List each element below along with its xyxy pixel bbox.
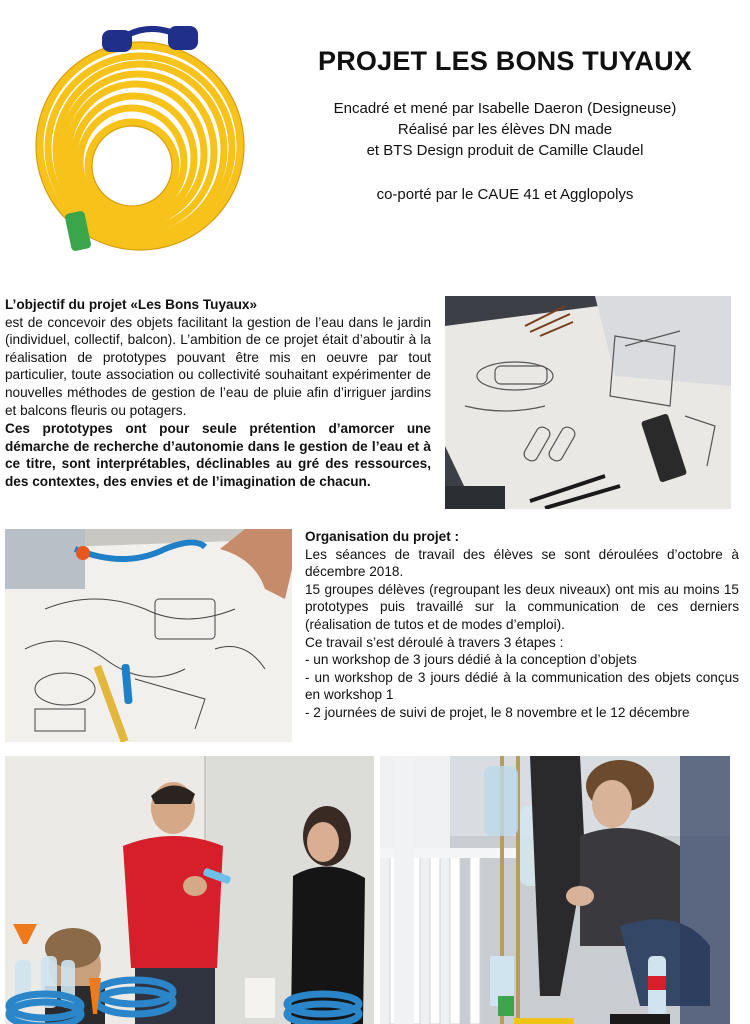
objective-bold: Ces prototypes ont pour seule prétention d’amorcer une démarche de recherche d’autonomie dans le gestion de l’eau et à ce titre, sont interprétables, déclinables au gré des ressources, des contextes, des envies et de l’imagination de chacun.	[5, 421, 431, 489]
credits-line: Encadré et mené par Isabelle Daeron (Designeuse)	[333, 100, 677, 117]
credits	[300, 98, 710, 161]
organisation-line: - 2 journées de suivi de projet, le 8 novembre et le 12 décembre	[305, 704, 690, 720]
organisation-line: 15 groupes délèves (regroupant les deux niveaux) ont mis au moins 15 prototypes puis travaillé sur la communication de ces derniers (réalisation de tutos et de modes d’emploi).	[305, 581, 739, 632]
organisation-section	[305, 528, 739, 722]
photo-balcony-prototype	[380, 756, 730, 1024]
photo-sketches-table	[445, 296, 731, 509]
hose-illustration	[28, 16, 254, 260]
credits-line: Réalisé par les élèves DN made	[397, 121, 613, 138]
organisation-line: Ce travail s’est déroulé à travers 3 étapes :	[305, 634, 564, 650]
organisation-line: - un workshop de 3 jours dédié à la conception d’objets	[305, 652, 637, 668]
page-title: PROJET LES BONS TUYAUX	[318, 46, 692, 76]
organisation-heading: Organisation du projet :	[305, 529, 460, 544]
co-porte-line: co-porté par le CAUE 41 et Agglopolys	[376, 186, 634, 203]
objective-body: est de concevoir des objets facilitant la gestion de l’eau dans le jardin (individuel, collectif, balcon). L’ambition de ce projet était d’aboutir à la réalisation de prototypes pouvant être mis en oeuvre par tout particulier, toute association ou collectivité souhaitant expérimenter de nouvelles méthodes de gestion de l’eau de pluie afin d’irriguer jardins et balcons fleuris ou potagers.	[5, 314, 431, 418]
organisation-line: Les séances de travail des élèves se sont déroulées d’octobre à décembre 2018.	[305, 546, 739, 580]
organisation-line: - un workshop de 3 jours dédié à la communication des objets conçus en workshop 1	[305, 669, 739, 703]
objective-section	[5, 296, 431, 491]
photo-workshop-group	[5, 756, 374, 1024]
objective-heading: L’objectif du projet «Les Bons Tuyaux»	[5, 297, 258, 312]
photo-drawing-session	[5, 529, 292, 742]
credits-line: et BTS Design produit de Camille Claudel	[366, 142, 644, 159]
